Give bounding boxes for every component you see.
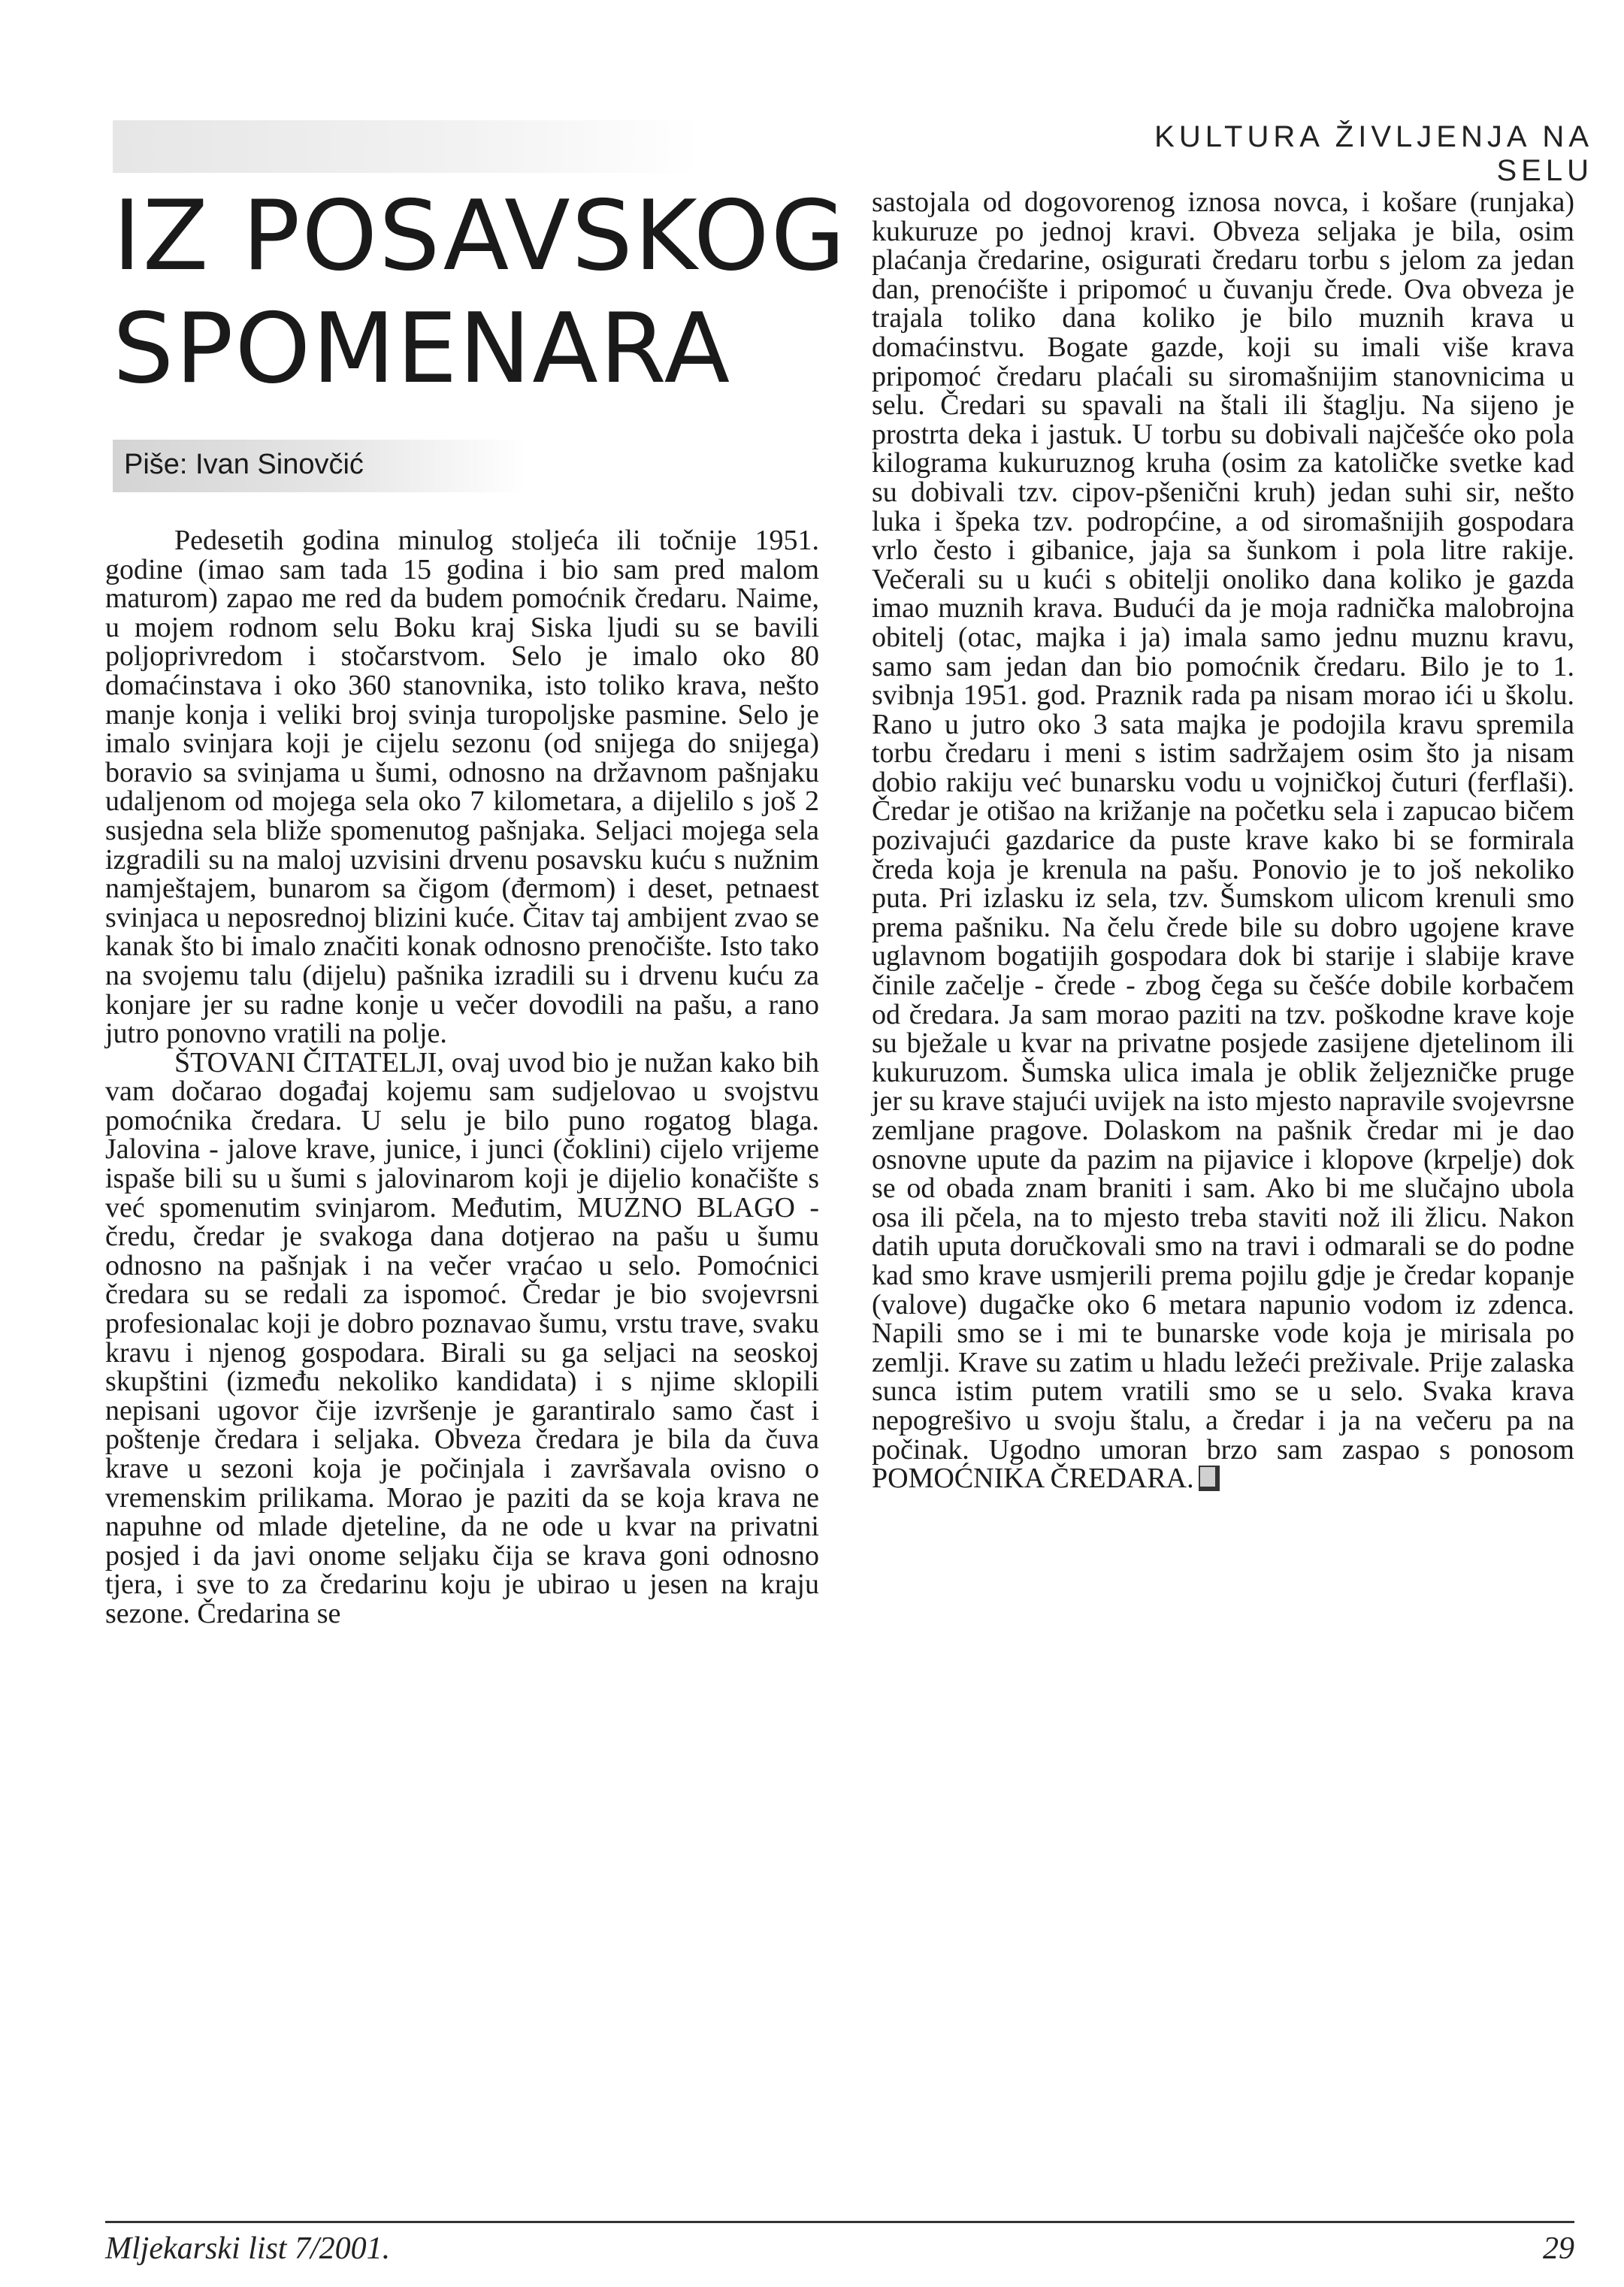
article-title-line-2: SPOMENARA — [113, 293, 732, 405]
article-title — [113, 180, 847, 406]
article-title-line-1: IZ POSAVSKOG — [113, 180, 847, 292]
paragraph-continuation — [872, 188, 1574, 1493]
paragraph-continuation-text: sastojala od dogovorenog iznosa novca, i košare (runjaka) kukuruze po jednoj kravi. Obveza seljaka je bila, osim plaćanja čredarine, osigurati čredaru torbu s jelom za jedan dan, prenoćište i pripomoć u čuvanju črede. Ova obveza je trajala toliko dana koliko je bilo muznih krava u domaćinstvu. Bogate gazde, koji su imali više krava pripomoć čredaru plaćali su siromašnijim stanovnicima u selu. Čredari su spavali na štali ili štaglju. Na sijeno je prostrta deka i jastuk. U torbu su dobivali najčešće oko pola kilograma kukuruznog kruha (osim za katoličke svetke kad su dobivali tzv. cipov-pšenični kruh) jedan suhi sir, nešto luka i špeka tzv. podropćine, a od siromašnijih gospodara vrlo često i gibanice, jaja sa šunkom i pola litre rakije. Večerali su u kući s obitelji onoliko dana koliko je gazda imao muznih krava. Budući da je moja radnička malobrojna obitelj (otac, majka i ja) imala samo jednu muznu kravu, samo sam jedan dan bio pomoćnik čredaru. Bilo je to 1. svibnja 1951. god. Praznik rada pa nisam morao ići u školu. Rano u jutro oko 3 sata majka je podojila kravu spremila torbu čredaru i meni s istim sadržajem osim što ja nisam dobio rakiju već bunarsku vodu u vojničkoj čuturi (ferflaši). Čredar je otišao na križanje na početku sela i zapucao bičem pozivajući gazdarice da puste krave kako bi se formirala čreda koja je krenula na pašu. Ponovio je to još nekoliko puta. Pri izlasku iz sela, tzv. Šumskom ulicom krenuli smo prema pašniku. Na čelu črede bile su dobro ugojene krave uglavnom bogatijih gospodara dok bi starije i slabije krave činile začelje - črede - zbog čega su češće dobile korbačem od čredara. Ja sam morao paziti na tzv. poškodne krave koje su bježale u kvar na privatne posjede zasijene djetelinom ili kukuruzom. Šumska ulica imala je oblik željezničke pruge jer su krave stajući uvijek na isto mjesto napravile svojevrsne zemljane pragove. Dolaskom na pašnik čredar mi je dao osnovne upute da pazim na pijavice i klopove (krpelje) dok se od obada znam braniti i sam. Ako bi me slučajno ubola osa ili pčela, na to mjesto treba staviti nož ili žlicu. Nakon datih uputa doručkovali smo na travi i odmarali se do podne kad smo krave usmjerili prema pojilu gdje je čredar kopanje (valove) dugačke oko 6 metara napunio vodom iz zdenca. Napili smo se i mi te bunarske vode koja je mirisala po zemlji. Krave su zatim u hladu ležeći preživale. Prije zalaska sunca istim putem vratili smo se u selo. Svaka krava nepogrešivo u svoju štalu, a čredar i ja na večeru pa na počinak. Ugodno umoran brzo sam zaspao s ponosom POMOĆNIKA ČREDARA. — [872, 186, 1574, 1495]
paragraph-main: ŠTOVANI ČITATELJI, ovaj uvod bio je nužan kako bih vam dočarao događaj kojemu sam sudjelovao u svojstvu pomoćnika čredara. U selu je bilo puno rogatog blaga. Jalovina - jalove krave, junice, i junci (čoklini) cijelo vrijeme ispaše bili su u šumi s jalovinarom koji je dijelio konačište s već spomenutim svinjarom. Međutim, MUZNO BLAGO - čredu, čredar je svakoga dana dotjerao na pašu u šumu odnosno na pašnjak i na večer vraćao u selo. Pomoćnici čredara su se redali za ispomoć. Čredar je bio svojevrsni profesionalac koji je dobro poznavao šumu, vrstu trave, svaku kravu i njenog gospodara. Birali su ga seljaci na seoskoj skupštini (između nekoliko kandidata) i s njime sklopili nepisani ugovor čije izvršenje je garantiralo samo čast i poštenje čredara i seljaka. Obveza čredara je bila da čuva krave u sezoni koja je počinjala i završavala ovisno o vremenskim prilikama. Morao je paziti da se koja krava ne napuhne od mlade djeteline, da ne ode u kvar na privatni posjed i da javi onome seljaku čija se krava goni odnosno tjera, i sve to za čredarinu koju je ubirao u jesen na kraju sezone. Čredarina se — [105, 1046, 819, 1629]
end-of-article-icon — [1199, 1466, 1220, 1491]
text-column-right — [872, 188, 1574, 1493]
footer-publication: Mljekarski list 7/2001. — [105, 2231, 391, 2266]
paragraph-intro: Pedesetih godina minulog stoljeća ili točnije 1951. godine (imao sam tada 15 godina i bio sam pred malom maturom) zapao me red da budem pomoćnik čredaru. Naime, u mojem rodnom selu Boku kraj Siska ljudi su se bavili poljoprivredom i stočarstvom. Selo je imalo oko 80 domaćinstava i oko 360 stanovnika, isto toliko krava, nešto manje konja i veliki broj svinja turopoljske pasmine. Selo je imalo svinjara koji je cijelu sezonu (od snijega do snijega) boravio sa svinjama u šumi, odnosno na državnom pašnjaku udaljenom od mojega sela oko 7 kilometara, a dijelilo s još 2 susjedna sela bliže spomenutog pašnjaka. Seljaci mojega sela izgradili su na maloj uzvisini drvenu posavsku kuću s nužnim namještajem, bunarom sa čigom (đermom) i deset, petnaest svinjaca u neposrednoj blizini kuće. Čitav taj ambijent zvao se kanak što bi imalo značiti konak odnosno prenočište. Isto tako na svojemu talu (dijelu) pašnika izradili su i drvenu kuću za konjare jer su radne konje u večer dovodili na pašu, a rano jutro ponovno vratili na polje. — [105, 525, 819, 1050]
byline: Piše: Ivan Sinovčić — [124, 449, 364, 480]
page-number: 29 — [1543, 2231, 1574, 2266]
footer-divider — [105, 2221, 1574, 2223]
header-shade-bar — [113, 120, 699, 173]
section-label: KULTURA ŽIVLJENJA NA SELU — [1154, 120, 1593, 187]
text-column-left — [105, 526, 819, 1629]
